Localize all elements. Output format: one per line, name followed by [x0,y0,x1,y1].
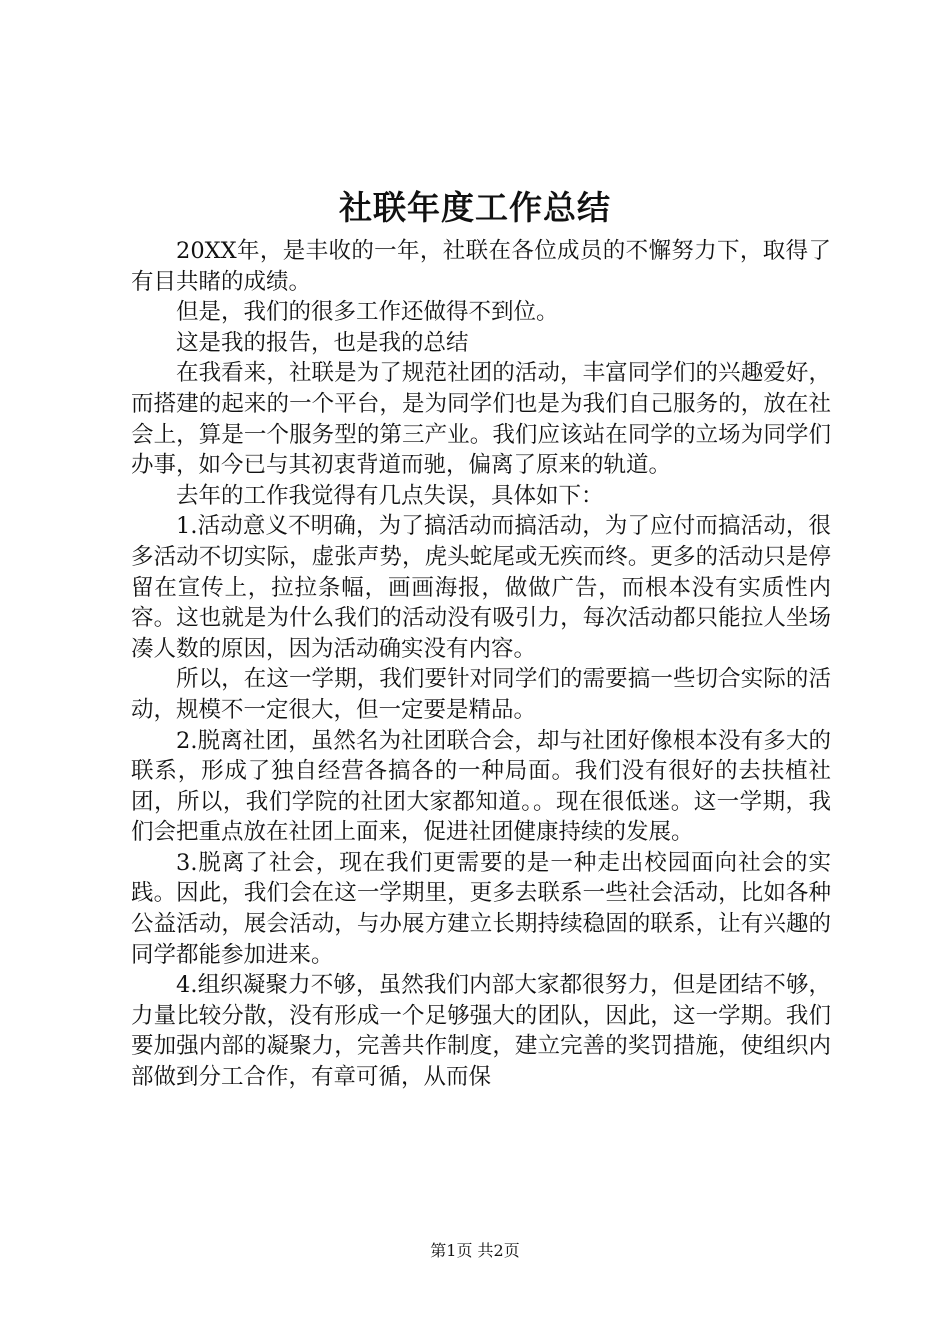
paragraph: 4.组织凝聚力不够，虽然我们内部大家都很努力，但是团结不够，力量比较分散，没有形成一个足够强大的团队，因此，这一学期。我们要加强内部的凝聚力，完善共作制度，建立完善的奖罚措施，使组织内部做到分工合作，有章可循，从而保 [131,972,831,1091]
paragraph: 在我看来，社联是为了规范社团的活动，丰富同学们的兴趣爱好，而搭建的起来的一个平台，是为同学们也是为我们自己服务的，放在社会上，算是一个服务型的第三产业。我们应该站在同学的立场为同学们办事，如今已与其初衷背道而驰，偏离了原来的轨道。 [131,360,831,479]
page-number-footer: 第1页 共2页 [430,1241,520,1260]
paragraph: 1.活动意义不明确，为了搞活动而搞活动，为了应付而搞活动，很多活动不切实际，虚张声势，虎头蛇尾或无疾而终。更多的活动只是停留在宣传上，拉拉条幅，画画海报，做做广告，而根本没有实质性内容。这也就是为什么我们的活动没有吸引力，每次活动都只能拉人坐场凑人数的原因，因为活动确实没有内容。 [131,513,831,662]
paragraph: 这是我的报告，也是我的总结 [176,329,469,356]
paragraph: 3.脱离了社会，现在我们更需要的是一种走出校园面向社会的实践。因此，我们会在这一学期里，更多去联系一些社会活动，比如各种公益活动，展会活动，与办展方建立长期持续稳固的联系，让有兴趣的同学都能参加进来。 [131,849,831,968]
paragraph: 所以，在这一学期，我们要针对同学们的需要搞一些切合实际的活动，规模不一定很大，但一定要是精品。 [131,666,831,723]
paragraph: 去年的工作我觉得有几点失误，具体如下： [176,482,604,509]
document-title: 社联年度工作总结 [339,188,611,227]
paragraph: 20XX年，是丰收的一年，社联在各位成员的不懈努力下，取得了有目共睹的成绩。 [131,238,831,295]
paragraph: 但是，我们的很多工作还做得不到位。 [176,299,559,326]
paragraph: 2.脱离社团，虽然名为社团联合会，却与社团好像根本没有多大的联系，形成了独自经营各搞各的一种局面。我们没有很好的去扶植社团，所以，我们学院的社团大家都知道。。现在很低迷。这一学期，我们会把重点放在社团上面来，促进社团健康持续的发展。 [131,727,831,846]
document-body [131,236,831,1093]
